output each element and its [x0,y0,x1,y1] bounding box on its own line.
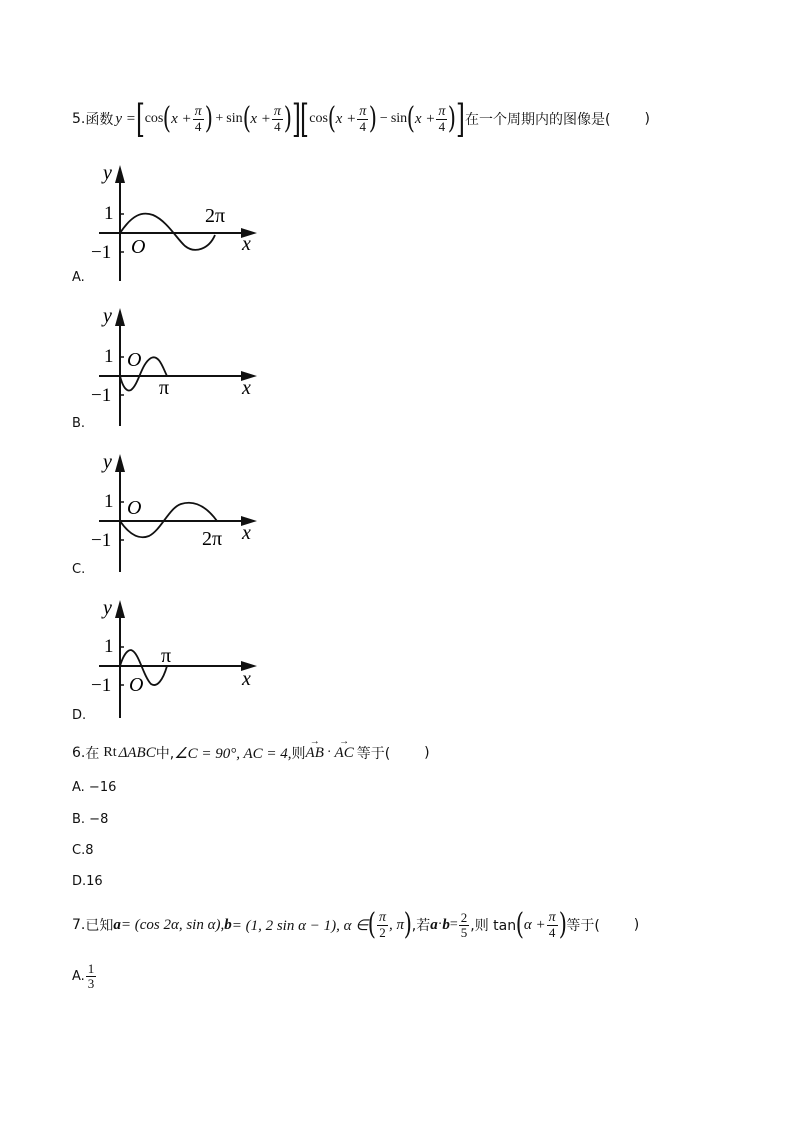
q5-number: 5. [72,111,86,127]
tick-label-1: 1 [104,346,114,367]
q7-a-value: = (cos 2α, sin α), [120,916,225,933]
paren-open: ( [163,101,172,136]
x-plus: x + [250,110,271,127]
two-fifths: $\frac{2}{5}$ [460,909,468,940]
vector-a: a [113,916,121,933]
q6-option-c: C.8 [72,843,94,858]
q7-number: 7. [72,917,86,933]
q6-lead: 在 [85,746,100,762]
sin-fn: sin [390,111,408,126]
x-plus: x + [335,110,357,127]
x-plus: x + [171,110,192,127]
q6-triangle: ΔABC [118,744,156,761]
vector-b: b [224,916,232,933]
q6-blank-close: ) [424,745,430,761]
q7-if: ,若 [411,918,431,934]
tick-label-1: 1 [104,491,114,512]
option-a-label: A. [72,270,85,285]
x-axis-label: x [242,522,251,544]
q6-number: 6. [72,745,86,761]
alpha-plus: α + [523,916,546,933]
x-plus: x + [414,110,436,127]
tick-label-1: 1 [104,203,114,224]
origin-label: O [129,674,144,696]
paren-open: ( [327,101,336,136]
vector-ab: → AB [306,745,324,762]
paren-close: ) [558,907,567,942]
q7-lead: 已知 [85,918,114,934]
q5-blank-close: ) [644,111,650,127]
q7-then: ,则 tan [470,918,517,934]
paren-close: ) [403,907,412,942]
origin-label: O [127,349,142,371]
pi-over-4: $\frac{\pi}{4}$ [438,103,446,134]
option-a-graph [87,157,265,285]
plus-sign: + [215,111,224,126]
tick-label-neg1: −1 [91,530,112,551]
q5-tail: 在一个周期内的图像是( [464,112,611,128]
origin-label: O [127,497,142,519]
q6-mid: 中, [155,746,175,762]
pi-over-4: $\frac{\pi}{4}$ [359,103,367,134]
paren-open: ( [406,101,416,136]
left-bracket: [ [300,97,310,141]
option-c-label: C. [72,562,86,577]
tick-label-neg1: −1 [91,675,112,696]
vector-a: a [430,916,438,933]
x-axis-label: x [242,233,251,255]
pi-over-2: $\frac{\pi}{2}$ [379,909,387,940]
one-third: $\frac{1}{3}$ [87,961,95,991]
tick-label-1: 1 [104,636,114,657]
paren-open: ( [368,907,377,942]
end-label: 2π [205,205,226,227]
pi-over-4: $\frac{\pi}{4}$ [194,103,202,134]
q6-stem [72,743,430,763]
q6-angle: ∠C = 90°, AC = 4, [174,745,292,762]
equals-sign: = [449,917,458,932]
y-axis-label: y [103,451,112,473]
x-axis-label: x [242,377,251,399]
end-label: 2π [202,528,223,550]
right-bracket: ] [456,97,466,141]
option-c-graph [87,448,265,576]
q7-option-a-label: A. [72,969,85,984]
y-axis-label: y [103,305,112,327]
x-axis-label: x [242,668,251,690]
paren-close: ) [368,101,378,136]
q7-comma-pi: , π [389,916,405,933]
tick-label-neg1: −1 [91,242,112,263]
q6-option-d: D.16 [72,874,103,889]
paren-open: ( [242,101,251,136]
q7-tail: 等于( [566,918,600,934]
right-bracket: ] [291,97,301,141]
vector-b: b [442,916,450,933]
end-label: π [161,645,172,667]
option-d-label: D. [72,708,87,723]
paren-close: ) [204,101,213,136]
origin-label: O [131,236,146,258]
paren-close: ) [283,101,292,136]
q6-option-b: B. −8 [72,812,109,827]
q7-b-value: = (1, 2 sin α − 1), α ∈ [231,917,369,934]
sin-fn: sin [226,111,243,126]
y-axis-label: y [103,597,112,619]
q5-stem [72,97,650,141]
pi-over-4: $\frac{\pi}{4}$ [273,103,281,134]
tick-label-neg1: −1 [91,385,112,406]
paren-close: ) [448,101,457,136]
q7-option-a [72,962,97,991]
cos-fn: cos [309,111,328,126]
cos-fn: cos [144,111,164,126]
q6-tail: 等于( [356,746,391,762]
minus-sign: − [379,111,388,126]
q7-stem [72,907,640,942]
vector-ac: → AC [335,745,354,762]
paren-open: ( [515,907,525,942]
q5-lead: 函数 [85,112,114,128]
dot-operator: · [437,917,443,932]
q6-option-a: A. −16 [72,780,117,795]
option-b-label: B. [72,416,86,431]
option-b-graph [87,302,265,430]
y-axis-label: y [103,162,112,184]
option-d-graph [87,594,265,722]
dot-operator: · [326,745,332,760]
q6-rt: Rt [103,745,117,760]
q5-y-eq: y = [115,110,136,127]
q6-then: 则 [291,746,306,762]
end-label: π [159,377,170,399]
q7-blank-close: ) [633,917,640,933]
pi-over-4: $\frac{\pi}{4}$ [548,909,556,940]
left-bracket: [ [135,97,145,141]
